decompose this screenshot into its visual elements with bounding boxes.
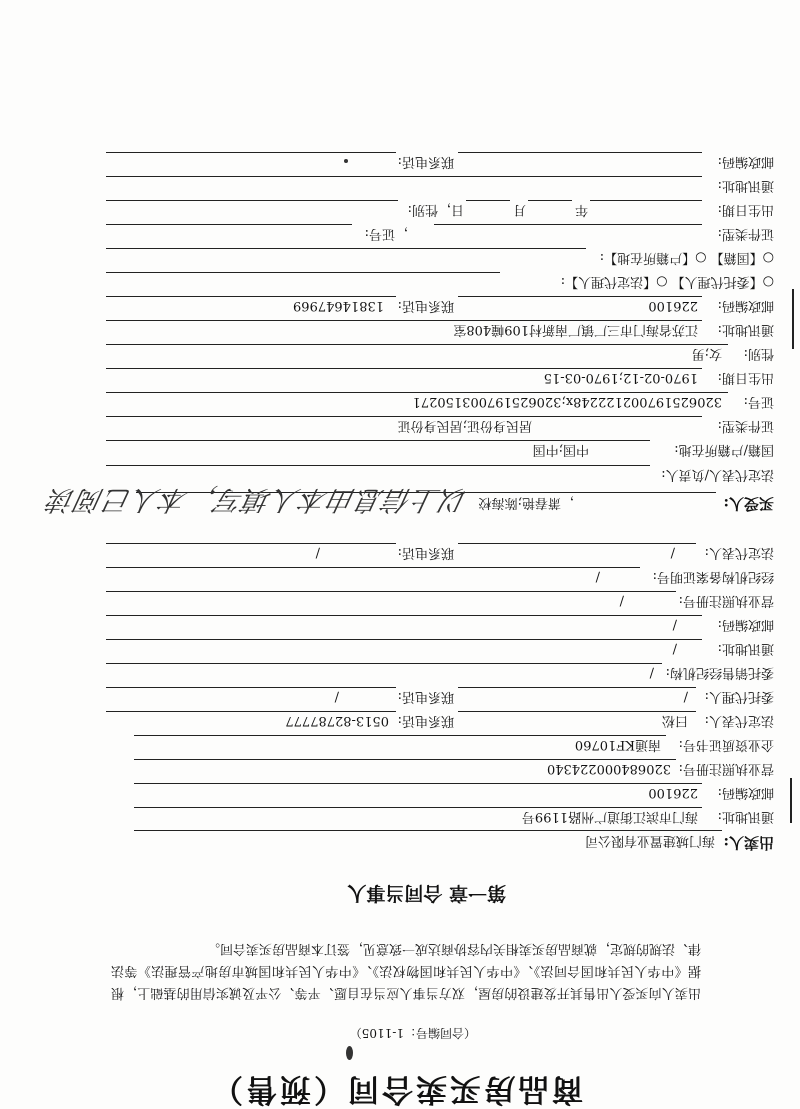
buyer-address: 江苏省海门市三厂镇厂南新村109幢408室 — [453, 322, 698, 337]
seller-legal-rep-label: 法定代表人: — [704, 713, 774, 728]
ink-blot — [346, 1046, 353, 1060]
seller-postcode: 226100 — [648, 785, 698, 800]
chapter-heading: 第一章 合同当事人 — [347, 882, 506, 904]
broker-postcode-label: 邮政编码: — [717, 617, 774, 632]
buyer-phone-line — [106, 296, 396, 297]
agent-address-label: 通讯地址: — [717, 178, 774, 193]
document-title: 商品房买卖合同（预售） — [209, 1071, 583, 1107]
broker-address-label: 通讯地址: — [717, 641, 774, 656]
broker-phone-label: 联系电话: — [397, 545, 454, 560]
buyer-id-type-label: 证件类型: — [717, 418, 774, 433]
buyer-address-label: 通讯地址: — [717, 322, 774, 337]
buyer-id-no-label: 证号: — [743, 394, 774, 409]
seller-phone-label: 联系电话: — [397, 713, 454, 728]
agent-id-type-line — [434, 224, 702, 225]
broker-license-line — [106, 591, 676, 592]
scan-margin-mark — [790, 778, 792, 823]
handwritten-note: 以上信息由本人填写，本人已阅读 — [44, 484, 471, 515]
agent-options: ○【委托代理人】 ○【法定代理人】: — [560, 274, 774, 289]
buyer-label: 买受人: — [723, 495, 774, 513]
day-gender-label: 日，性别: — [407, 202, 464, 217]
seller-phone: 0513-82787777 — [285, 713, 389, 728]
ink-dot — [344, 159, 348, 163]
broker-license-label: 营业执照注册号: — [678, 593, 774, 608]
seller-agent: / — [683, 689, 688, 704]
agent-options-line — [106, 272, 500, 273]
buyer-nationality-line — [106, 440, 650, 441]
broker-postcode-line — [106, 615, 702, 616]
buyer-postcode: 226100 — [648, 298, 698, 313]
broker-legal-rep: / — [670, 545, 675, 560]
seller-license: 320684000224340 — [546, 761, 671, 776]
buyer-id-no-line — [106, 392, 728, 393]
agent-postcode-line — [458, 152, 702, 153]
broker-address: / — [672, 641, 677, 656]
broker-legal-rep-line — [458, 543, 696, 544]
seller-agent-line — [458, 687, 696, 688]
agent-birth-label: 出生日期: — [717, 202, 774, 217]
seller-address: 海门市滨江街道广州路1199号 — [521, 809, 698, 824]
buyer-phone: 13814647969 — [293, 298, 384, 313]
seller-agent-phone-line — [106, 687, 396, 688]
buyer-id-type-line — [106, 416, 702, 417]
seller-broker: / — [649, 665, 654, 680]
seller-qualification-label: 企业资质证书号: — [678, 737, 774, 752]
seller-qualification: 南通KF10760 — [574, 737, 661, 752]
seller-broker-label: 委托销售经纪机构: — [665, 665, 774, 680]
seller-license-label: 营业执照注册号: — [678, 761, 774, 776]
buyer-nationality: 中国;中国 — [532, 442, 589, 457]
buyer-birth: 1970-02-12;1970-03-15 — [543, 370, 698, 385]
year-label: 年 — [574, 202, 588, 217]
agent-gender-line — [106, 200, 398, 201]
seller-license-line — [134, 759, 676, 760]
buyer-legal-rep-line — [106, 465, 650, 466]
scan-margin-mark — [792, 289, 794, 349]
broker-filing: / — [595, 569, 600, 584]
agent-year-line — [590, 200, 702, 201]
seller-agent-label: 委托代理人: — [704, 689, 774, 704]
seller-legal-rep-line — [458, 711, 696, 712]
buyer-id-no: 320625197002122248x;320625197003150271 — [412, 394, 722, 409]
agent-address-line — [106, 176, 702, 177]
broker-filing-line — [106, 567, 640, 568]
broker-filing-label: 经纪机构备案证明号: — [652, 569, 774, 584]
buyer-gender-line — [106, 344, 728, 345]
seller-broker-line — [106, 663, 662, 664]
agent-postcode-label: 邮政编码: — [717, 154, 774, 169]
agent-nationality-line — [106, 248, 586, 249]
agent-id-no-line — [106, 224, 352, 225]
month-label: 月 — [512, 202, 526, 217]
agent-nationality: ○【国籍】 ○【户籍所在地】: — [599, 250, 774, 265]
buyer-legal-rep-label: 法定代表人/负责人: — [661, 467, 774, 482]
broker-phone-line — [106, 543, 396, 544]
seller-postcode-line — [134, 783, 702, 784]
seller-label: 出卖人: — [723, 834, 774, 852]
buyer-birth-line — [106, 368, 702, 369]
preamble-paragraph: 出卖人向买受人出售其开发建设的房屋，双方当事人应当在自愿、平等、公平及诚实信用的基础上，根据《中华人民共和国合同法》、《中华人民共和国物权法》、《中华人民共和国城市房地产管理法》等法律、法规的规定，就商品房买卖相关内容协商达成一致意见，签订本商品房买卖合同。 — [111, 941, 701, 1000]
buyer-postcode-line — [458, 296, 702, 297]
broker-license: / — [619, 593, 624, 608]
buyer-nationality-label: 国籍/户籍所在地: — [674, 442, 774, 457]
broker-legal-rep-label: 法定代表人: — [704, 545, 774, 560]
buyer-birth-label: 出生日期: — [717, 370, 774, 385]
buyer-id-type: 居民身份证;居民身份证 — [397, 418, 532, 433]
buyer-address-line — [106, 320, 702, 321]
buyer-gender: 女;男 — [691, 346, 722, 361]
broker-address-line — [106, 639, 702, 640]
buyer-name: ，萧春艳;陈海校 — [478, 495, 574, 510]
seller-legal-rep: 曰松 — [661, 713, 688, 728]
seller-postcode-label: 邮政编码: — [717, 785, 774, 800]
seller-name-line — [134, 830, 722, 831]
contract-number: （合同编号：1-1105） — [349, 1026, 476, 1040]
buyer-gender-label: 性别: — [743, 346, 774, 361]
agent-month-line — [528, 200, 572, 201]
broker-postcode: / — [672, 617, 677, 632]
agent-id-no-label: ，证号: — [364, 226, 408, 241]
agent-day-line — [466, 200, 510, 201]
seller-name: 海门城建置业有限公司 — [584, 833, 715, 848]
buyer-phone-label: 联系电话: — [397, 298, 454, 313]
seller-address-label: 通讯地址: — [717, 809, 774, 824]
seller-address-line — [134, 807, 702, 808]
seller-agent-phone-label: 联系电话: — [397, 689, 454, 704]
broker-phone: / — [315, 545, 320, 560]
buyer-postcode-label: 邮政编码: — [717, 298, 774, 313]
agent-phone-label: 联系电话: — [397, 154, 454, 169]
agent-phone-line — [106, 152, 396, 153]
seller-qualification-line — [134, 735, 666, 736]
agent-id-type-label: 证件类型: — [717, 226, 774, 241]
seller-agent-phone: / — [334, 689, 339, 704]
seller-phone-line — [106, 711, 396, 712]
